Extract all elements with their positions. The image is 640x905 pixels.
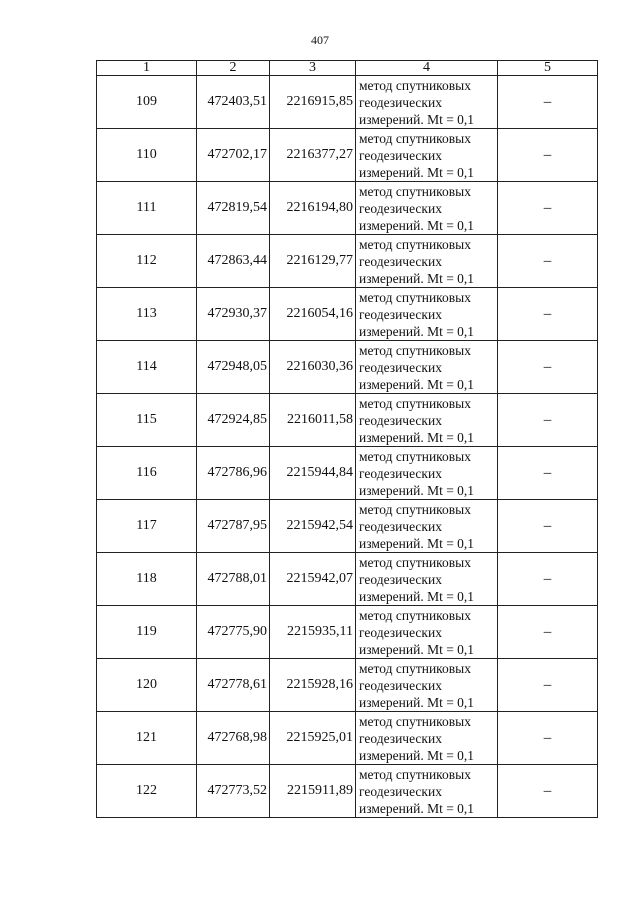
- method-cell: метод спутниковых геодезических измерений. Mt = 0,1: [356, 447, 498, 500]
- y-coordinate-cell: 2215925,01: [270, 712, 356, 765]
- table-row: [97, 500, 598, 553]
- note-cell: –: [498, 765, 598, 818]
- x-coordinate-cell: 472775,90: [197, 606, 270, 659]
- point-number-cell: 119: [97, 606, 197, 659]
- y-coordinate-cell: 2216377,27: [270, 129, 356, 182]
- method-cell: метод спутниковых геодезических измерений. Mt = 0,1: [356, 500, 498, 553]
- x-coordinate-cell: 472702,17: [197, 129, 270, 182]
- point-number-cell: 120: [97, 659, 197, 712]
- y-coordinate-cell: 2215911,89: [270, 765, 356, 818]
- coordinates-table: [96, 60, 598, 818]
- point-number-cell: 118: [97, 553, 197, 606]
- method-cell: метод спутниковых геодезических измерений. Mt = 0,1: [356, 553, 498, 606]
- y-coordinate-cell: 2216011,58: [270, 394, 356, 447]
- header-row: [97, 61, 598, 76]
- x-coordinate-cell: 472786,96: [197, 447, 270, 500]
- point-number-cell: 121: [97, 712, 197, 765]
- table-row: [97, 76, 598, 129]
- x-coordinate-cell: 472768,98: [197, 712, 270, 765]
- table-row: [97, 341, 598, 394]
- note-cell: –: [498, 182, 598, 235]
- y-coordinate-cell: 2216129,77: [270, 235, 356, 288]
- table-row: [97, 712, 598, 765]
- note-cell: –: [498, 500, 598, 553]
- y-coordinate-cell: 2216915,85: [270, 76, 356, 129]
- method-cell: метод спутниковых геодезических измерений. Mt = 0,1: [356, 76, 498, 129]
- y-coordinate-cell: 2215944,84: [270, 447, 356, 500]
- header-col-5: 5: [498, 61, 598, 76]
- point-number-cell: 114: [97, 341, 197, 394]
- point-number-cell: 111: [97, 182, 197, 235]
- note-cell: –: [498, 712, 598, 765]
- table-header: [97, 61, 598, 76]
- point-number-cell: 117: [97, 500, 197, 553]
- table-row: [97, 447, 598, 500]
- table-row: [97, 553, 598, 606]
- point-number-cell: 113: [97, 288, 197, 341]
- table-row: [97, 129, 598, 182]
- method-cell: метод спутниковых геодезических измерений. Mt = 0,1: [356, 765, 498, 818]
- method-cell: метод спутниковых геодезических измерений. Mt = 0,1: [356, 288, 498, 341]
- method-cell: метод спутниковых геодезических измерений. Mt = 0,1: [356, 341, 498, 394]
- header-col-3: 3: [270, 61, 356, 76]
- y-coordinate-cell: 2215942,54: [270, 500, 356, 553]
- y-coordinate-cell: 2216054,16: [270, 288, 356, 341]
- note-cell: –: [498, 76, 598, 129]
- point-number-cell: 122: [97, 765, 197, 818]
- method-cell: метод спутниковых геодезических измерений. Mt = 0,1: [356, 712, 498, 765]
- table-row: [97, 659, 598, 712]
- note-cell: –: [498, 659, 598, 712]
- x-coordinate-cell: 472924,85: [197, 394, 270, 447]
- x-coordinate-cell: 472819,54: [197, 182, 270, 235]
- y-coordinate-cell: 2215935,11: [270, 606, 356, 659]
- x-coordinate-cell: 472930,37: [197, 288, 270, 341]
- table-row: [97, 288, 598, 341]
- y-coordinate-cell: 2216030,36: [270, 341, 356, 394]
- note-cell: –: [498, 235, 598, 288]
- x-coordinate-cell: 472778,61: [197, 659, 270, 712]
- point-number-cell: 110: [97, 129, 197, 182]
- note-cell: –: [498, 288, 598, 341]
- note-cell: –: [498, 394, 598, 447]
- point-number-cell: 109: [97, 76, 197, 129]
- page-number: 407: [311, 33, 329, 47]
- method-cell: метод спутниковых геодезических измерений. Mt = 0,1: [356, 129, 498, 182]
- y-coordinate-cell: 2216194,80: [270, 182, 356, 235]
- note-cell: –: [498, 341, 598, 394]
- table-row: [97, 182, 598, 235]
- x-coordinate-cell: 472403,51: [197, 76, 270, 129]
- point-number-cell: 112: [97, 235, 197, 288]
- table-row: [97, 235, 598, 288]
- note-cell: –: [498, 447, 598, 500]
- y-coordinate-cell: 2215928,16: [270, 659, 356, 712]
- table-row: [97, 606, 598, 659]
- table-row: [97, 765, 598, 818]
- point-number-cell: 116: [97, 447, 197, 500]
- x-coordinate-cell: 472788,01: [197, 553, 270, 606]
- x-coordinate-cell: 472773,52: [197, 765, 270, 818]
- x-coordinate-cell: 472863,44: [197, 235, 270, 288]
- header-col-1: 1: [97, 61, 197, 76]
- table-body: [97, 76, 598, 818]
- point-number-cell: 115: [97, 394, 197, 447]
- table-row: [97, 394, 598, 447]
- x-coordinate-cell: 472948,05: [197, 341, 270, 394]
- note-cell: –: [498, 129, 598, 182]
- x-coordinate-cell: 472787,95: [197, 500, 270, 553]
- y-coordinate-cell: 2215942,07: [270, 553, 356, 606]
- header-col-4: 4: [356, 61, 498, 76]
- method-cell: метод спутниковых геодезических измерений. Mt = 0,1: [356, 235, 498, 288]
- method-cell: метод спутниковых геодезических измерений. Mt = 0,1: [356, 182, 498, 235]
- note-cell: –: [498, 553, 598, 606]
- header-col-2: 2: [197, 61, 270, 76]
- method-cell: метод спутниковых геодезических измерений. Mt = 0,1: [356, 659, 498, 712]
- method-cell: метод спутниковых геодезических измерений. Mt = 0,1: [356, 606, 498, 659]
- method-cell: метод спутниковых геодезических измерений. Mt = 0,1: [356, 394, 498, 447]
- note-cell: –: [498, 606, 598, 659]
